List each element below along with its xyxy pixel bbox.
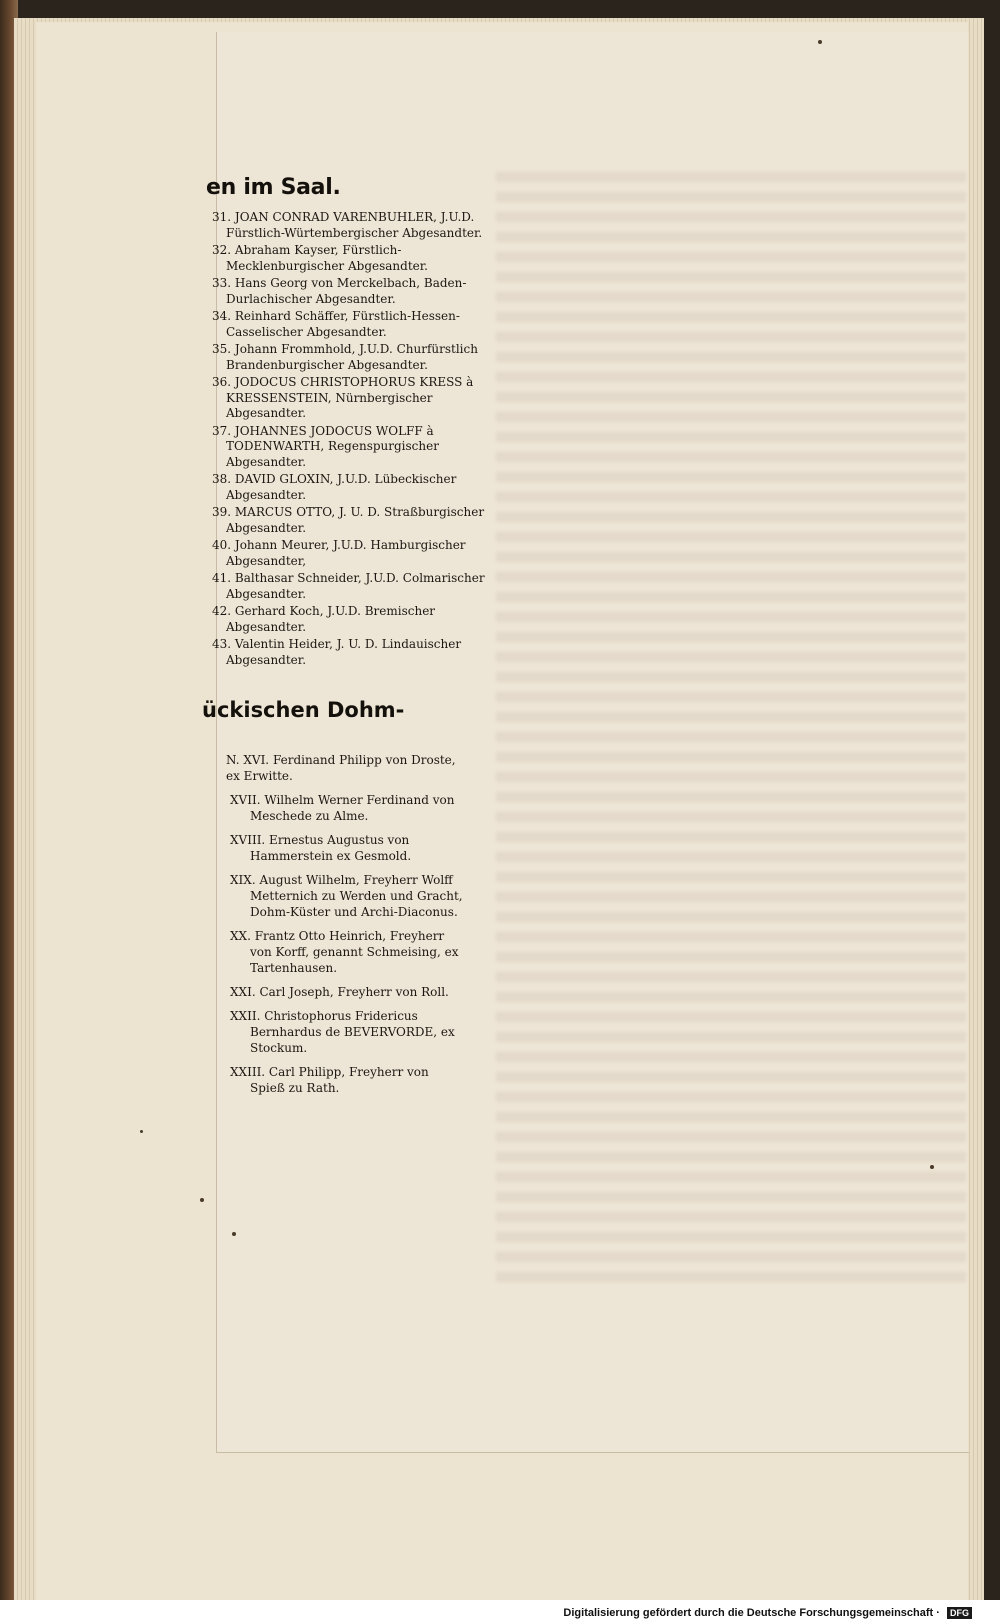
list-item: XVII. Wilhelm Werner Ferdinand von Meschede zu Alme. — [230, 793, 455, 823]
list-item: 34. Reinhard Schäffer, Fürstlich-Hessen-Casselischer Abgesandter. — [212, 309, 460, 339]
digitization-credit — [563, 1607, 972, 1619]
list-item: 38. DAVID GLOXIN, J.U.D. Lübeckischer Abgesandter. — [212, 472, 457, 502]
list-item: XVIII. Ernestus Augustus von Hammerstein ex Gesmold. — [230, 833, 412, 863]
list-item: N. XVI. Ferdinand Philipp von Droste, ex Erwitte. — [226, 753, 456, 783]
list-item: 35. Johann Frommhold, J.U.D. Churfürstlich Brandenburgischer Abgesandter. — [212, 342, 478, 372]
list-item: XXIII. Carl Philipp, Freyherr von Spieß zu Rath. — [230, 1065, 429, 1095]
list-item: XXII. Christophorus Fridericus Bernhardus de BEVERVORDE, ex Stockum. — [230, 1009, 455, 1055]
list-item: 40. Johann Meurer, J.U.D. Hamburgischer Abgesandter, — [212, 538, 466, 568]
text-column — [202, 175, 507, 1104]
envoy-list — [212, 210, 507, 668]
list-item: 33. Hans Georg von Merckelbach, Baden-Durlachischer Abgesandter. — [212, 276, 467, 306]
section-heading-dohm: ückischen Dohm- — [202, 698, 405, 722]
list-item: 43. Valentin Heider, J. U. D. Lindauischer Abgesandter. — [212, 637, 462, 667]
canon-list — [226, 752, 465, 1096]
paper-speck — [140, 1130, 143, 1133]
list-item: XIX. August Wilhelm, Freyherr Wolff Metternich zu Werden und Gracht, Dohm-Küster und Archi-Diaconus. — [230, 873, 463, 919]
list-item: 42. Gerhard Koch, J.U.D. Bremischer Abgesandter. — [212, 604, 436, 634]
paper-speck — [818, 40, 822, 44]
dfg-logo: DFG — [947, 1607, 972, 1619]
credit-text: Digitalisierung gefördert durch die Deutsche Forschungsgemeinschaft · — [563, 1607, 940, 1619]
list-item: 36. JODOCUS CHRISTOPHORUS KRESS à KRESSENSTEIN, Nürnbergischer Abgesandter. — [212, 375, 474, 420]
list-item: 32. Abraham Kayser, Fürstlich-Mecklenburgischer Abgesandter. — [212, 243, 428, 273]
list-item: 41. Balthasar Schneider, J.U.D. Colmarischer Abgesandter. — [212, 571, 485, 601]
list-item: XX. Frantz Otto Heinrich, Freyherr von Korff, genannt Schmeising, ex Tartenhausen. — [230, 929, 459, 975]
list-item: XXI. Carl Joseph, Freyherr von Roll. — [230, 985, 449, 999]
section-heading-saal: en im Saal. — [206, 175, 341, 200]
list-item: 39. MARCUS OTTO, J. U. D. Straßburgischer Abgesandter. — [212, 505, 485, 535]
list-item: 31. JOAN CONRAD VARENBUHLER, J.U.D. Fürstlich-Würtembergischer Abgesandter. — [212, 210, 483, 240]
paper-speck — [232, 1232, 236, 1236]
paper-speck — [200, 1198, 204, 1202]
list-item: 37. JOHANNES JODOCUS WOLFF à TODENWARTH, Regenspurgischer Abgesandter. — [212, 423, 439, 469]
paper-speck — [930, 1165, 934, 1169]
